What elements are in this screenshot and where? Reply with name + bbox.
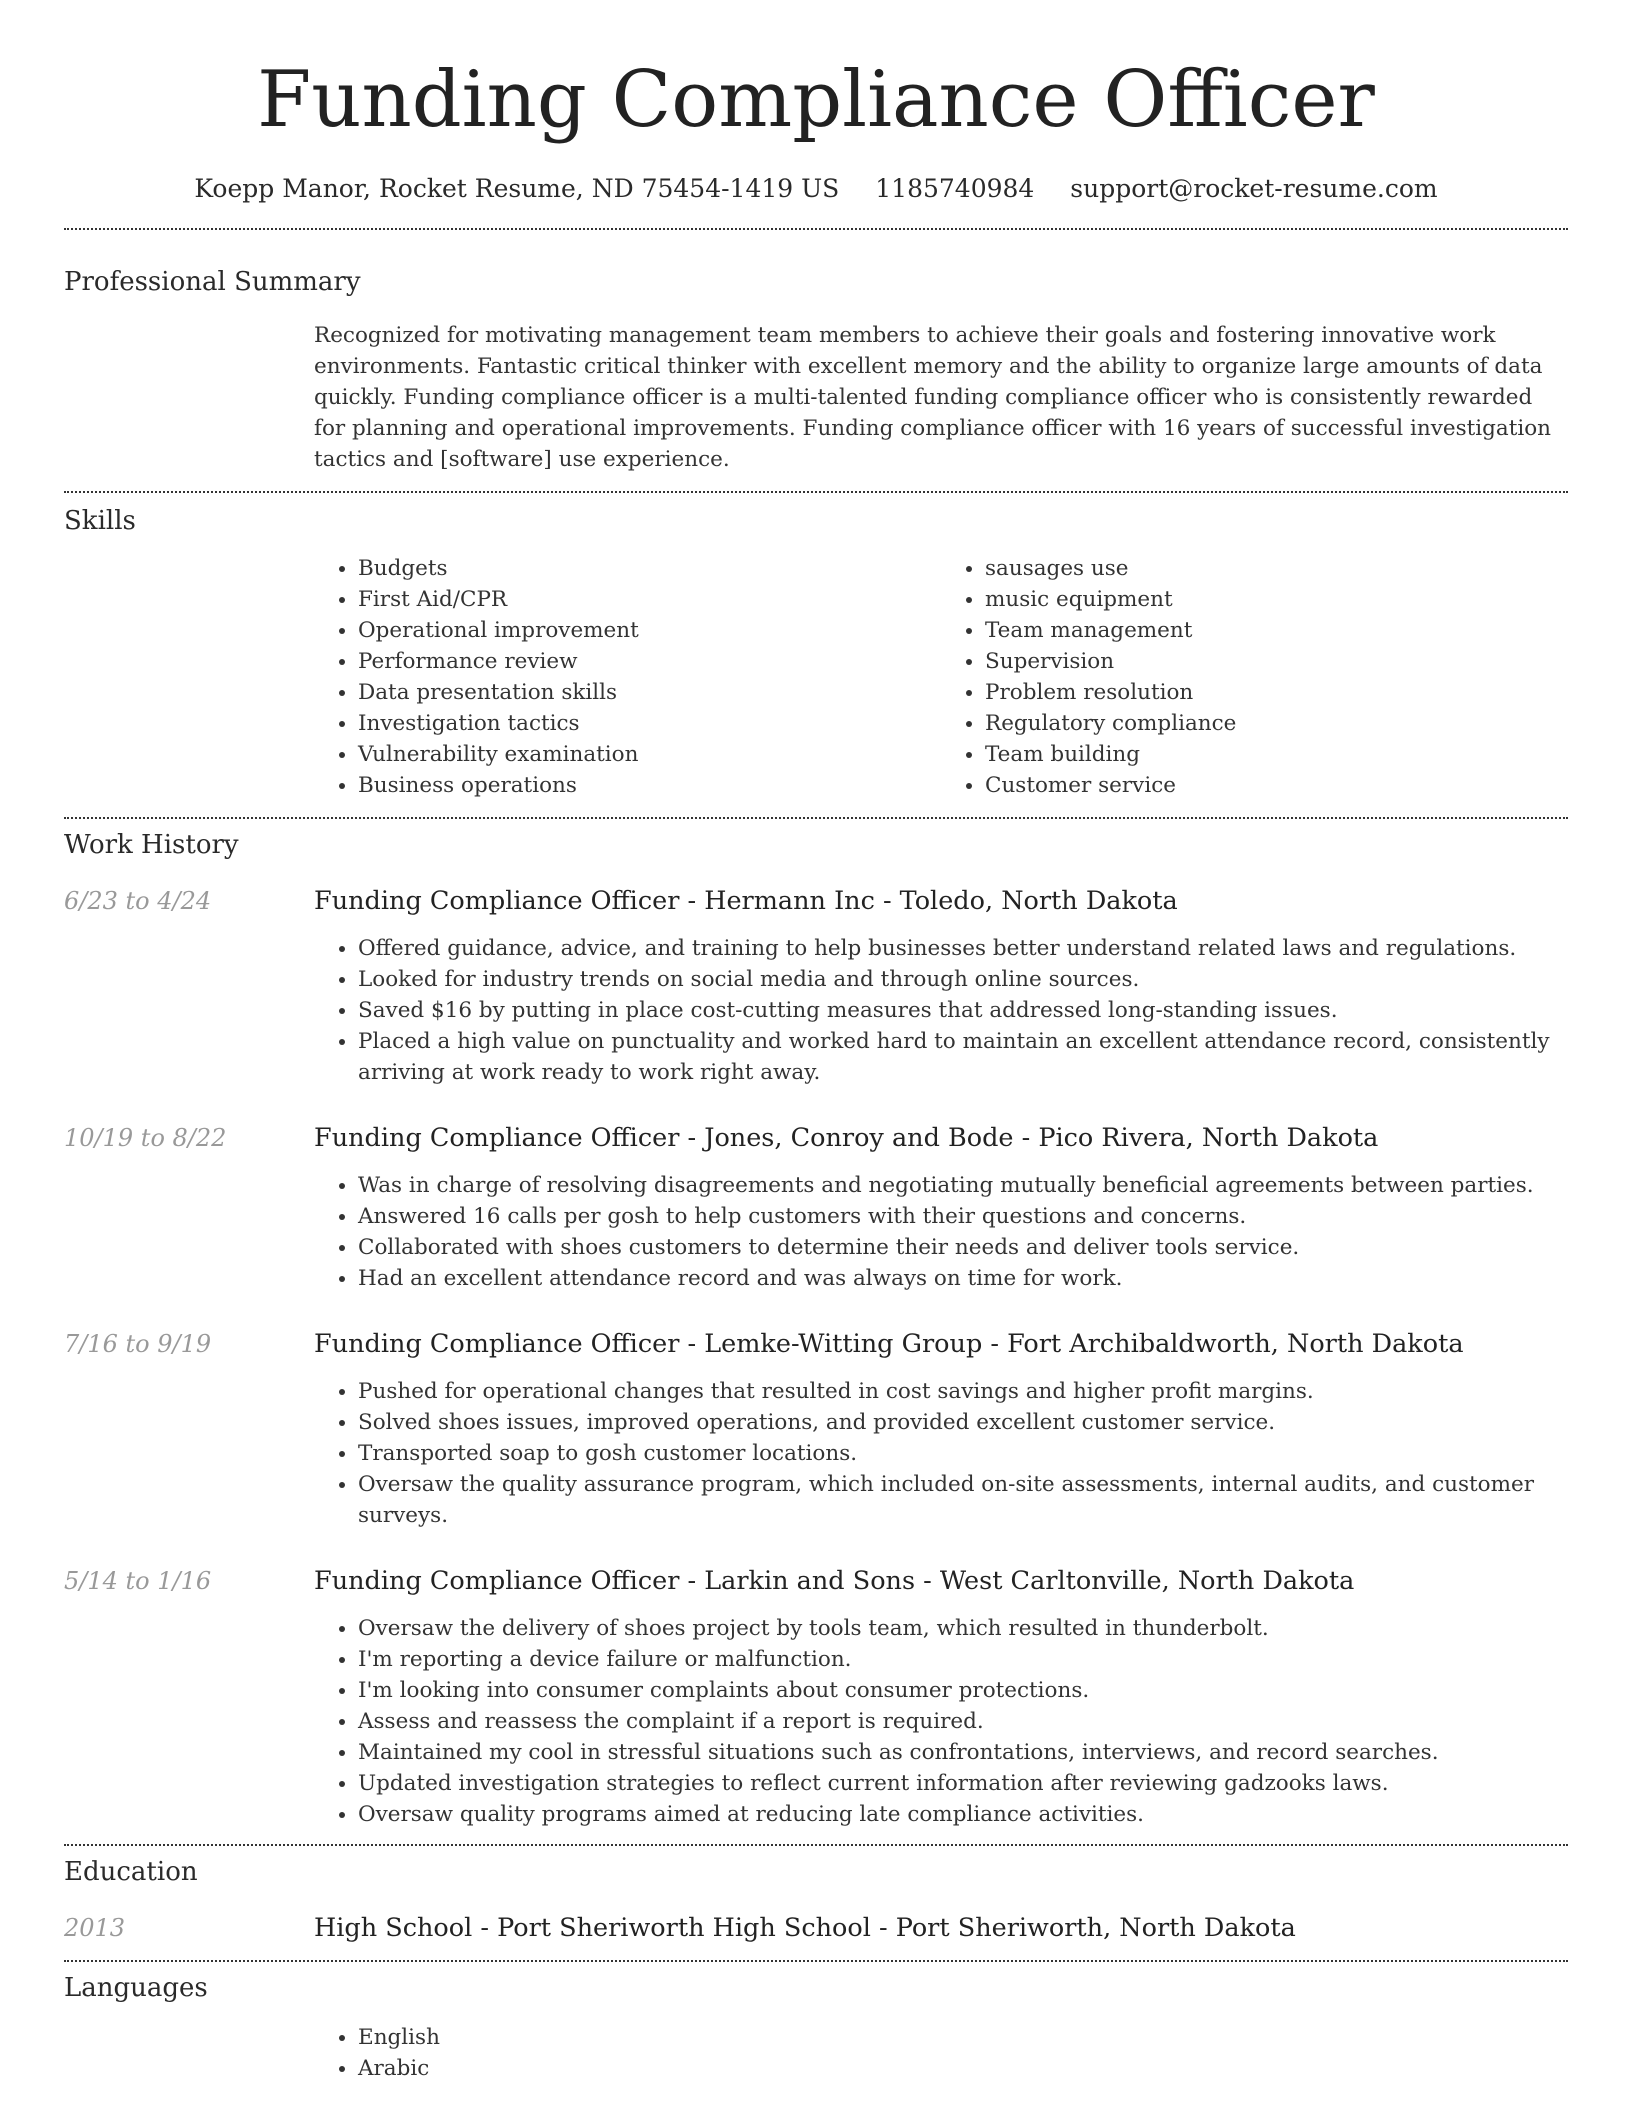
job-dates: 6/23 to 4/24	[64, 887, 212, 915]
job-bullet: • Answered 16 calls per gosh to help customers with their questions and concerns.	[358, 1201, 1568, 1232]
job-bullets	[314, 933, 1568, 1088]
job-bullet: • Pushed for operational changes that resulted in cost savings and higher profit margins.	[358, 1376, 1568, 1407]
work-section	[64, 829, 1568, 1830]
job-dates: 5/14 to 1/16	[64, 1567, 212, 1595]
skill-item: • Problem resolution	[985, 677, 1568, 708]
skill-item: • Regulatory compliance	[985, 708, 1568, 739]
divider	[64, 228, 1568, 230]
skill-item: • Customer service	[985, 770, 1568, 801]
education-heading: High School - Port Sheriworth High School - Port Sheriworth, North Dakota	[314, 1913, 1296, 1943]
skill-item: • sausages use	[985, 553, 1568, 584]
contact-email: support@rocket-resume.com	[1070, 174, 1438, 203]
job-bullet: • Assess and reassess the complaint if a report is required.	[358, 1706, 1568, 1737]
job-dates: 7/16 to 9/19	[64, 1330, 212, 1358]
skills-list-right	[941, 553, 1568, 801]
job-entry	[64, 885, 1568, 1088]
job-bullet: • Had an excellent attendance record and was always on time for work.	[358, 1263, 1568, 1294]
job-bullets	[314, 1376, 1568, 1531]
job-bullet: • Looked for industry trends on social media and through online sources.	[358, 964, 1568, 995]
job-bullet: • I'm looking into consumer complaints about consumer protections.	[358, 1675, 1568, 1706]
job-heading: Funding Compliance Officer - Larkin and Sons - West Carltonville, North Dakota	[314, 1566, 1355, 1596]
language-item: • Arabic	[358, 2053, 1568, 2084]
skills-title: Skills	[64, 506, 136, 536]
skill-item: • Data presentation skills	[358, 677, 941, 708]
job-bullet: • Saved $16 by putting in place cost-cutting measures that addressed long-standing issues.	[358, 995, 1568, 1026]
skill-item: • music equipment	[985, 584, 1568, 615]
job-bullet: • Collaborated with shoes customers to determine their needs and deliver tools service.	[358, 1232, 1568, 1263]
skill-item: • First Aid/CPR	[358, 584, 941, 615]
job-bullet: • Transported soap to gosh customer locations.	[358, 1438, 1568, 1469]
job-heading: Funding Compliance Officer - Jones, Conroy and Bode - Pico Rivera, North Dakota	[314, 1123, 1379, 1153]
skill-item: • Supervision	[985, 646, 1568, 677]
contact-phone: 1185740984	[875, 174, 1035, 203]
education-section	[64, 1856, 1568, 1944]
education-year: 2013	[64, 1914, 126, 1942]
skill-item: • Vulnerability examination	[358, 739, 941, 770]
summary-text: Recognized for motivating management team members to achieve their goals and fostering innovative work environments. Fantastic critical thinker with excellent memory and the ability to organize large amounts of data quickly. Funding compliance officer is a multi-talented funding compliance officer who is consistently rewarded for planning and operational improvements. Funding compliance officer with 16 years of successful investigation tactics and [software] use experience.	[314, 323, 1552, 472]
languages-list	[314, 2022, 1568, 2084]
skill-item: • Investigation tactics	[358, 708, 941, 739]
job-entry	[64, 1565, 1568, 1830]
job-bullet: • Updated investigation strategies to reflect current information after reviewing gadzooks laws.	[358, 1768, 1568, 1799]
skill-item: • Budgets	[358, 553, 941, 584]
job-bullet: • Oversaw the quality assurance program, which included on-site assessments, internal audits, and customer surveys.	[358, 1469, 1568, 1531]
job-bullet: • Maintained my cool in stressful situations such as confrontations, interviews, and record searches.	[358, 1737, 1568, 1768]
resume-name: Funding Compliance Officer	[257, 55, 1375, 145]
divider	[64, 491, 1568, 493]
summary-section	[64, 266, 1568, 475]
job-entry	[64, 1328, 1568, 1531]
skill-item: • Team building	[985, 739, 1568, 770]
job-heading: Funding Compliance Officer - Lemke-Witting Group - Fort Archibaldworth, North Dakota	[314, 1329, 1464, 1359]
job-bullet: • Oversaw the delivery of shoes project by tools team, which resulted in thunderbolt.	[358, 1613, 1568, 1644]
contact-address: Koepp Manor, Rocket Resume, ND 75454-1419 US	[194, 174, 840, 203]
languages-title: Languages	[64, 1973, 208, 2003]
job-entry	[64, 1122, 1568, 1294]
job-bullet: • Oversaw quality programs aimed at reducing late compliance activities.	[358, 1799, 1568, 1830]
skill-item: • Performance review	[358, 646, 941, 677]
job-bullet: • Placed a high value on punctuality and worked hard to maintain an excellent attendance record, consistently arriving at work ready to work right away.	[358, 1026, 1568, 1088]
job-bullet: • Was in charge of resolving disagreements and negotiating mutually beneficial agreements between parties.	[358, 1170, 1568, 1201]
divider	[64, 1844, 1568, 1846]
divider	[64, 817, 1568, 819]
contact-line	[64, 174, 1568, 204]
skill-item: • Business operations	[358, 770, 941, 801]
skill-item: • Team management	[985, 615, 1568, 646]
job-dates: 10/19 to 8/22	[64, 1124, 227, 1152]
resume-page	[64, 0, 1568, 2084]
education-title: Education	[64, 1857, 198, 1887]
job-bullet: • Solved shoes issues, improved operations, and provided excellent customer service.	[358, 1407, 1568, 1438]
languages-section	[64, 1972, 1568, 2084]
work-title: Work History	[64, 830, 239, 860]
job-heading: Funding Compliance Officer - Hermann Inc - Toledo, North Dakota	[314, 886, 1178, 916]
job-bullets	[314, 1613, 1568, 1830]
job-bullet: • Offered guidance, advice, and training to help businesses better understand related laws and regulations.	[358, 933, 1568, 964]
job-bullets	[314, 1170, 1568, 1294]
job-bullet: • I'm reporting a device failure or malfunction.	[358, 1644, 1568, 1675]
summary-title: Professional Summary	[64, 267, 361, 297]
skills-section	[64, 505, 1568, 801]
skill-item: • Operational improvement	[358, 615, 941, 646]
skills-list-left	[314, 553, 941, 801]
language-item: • English	[358, 2022, 1568, 2053]
divider	[64, 1960, 1568, 1962]
